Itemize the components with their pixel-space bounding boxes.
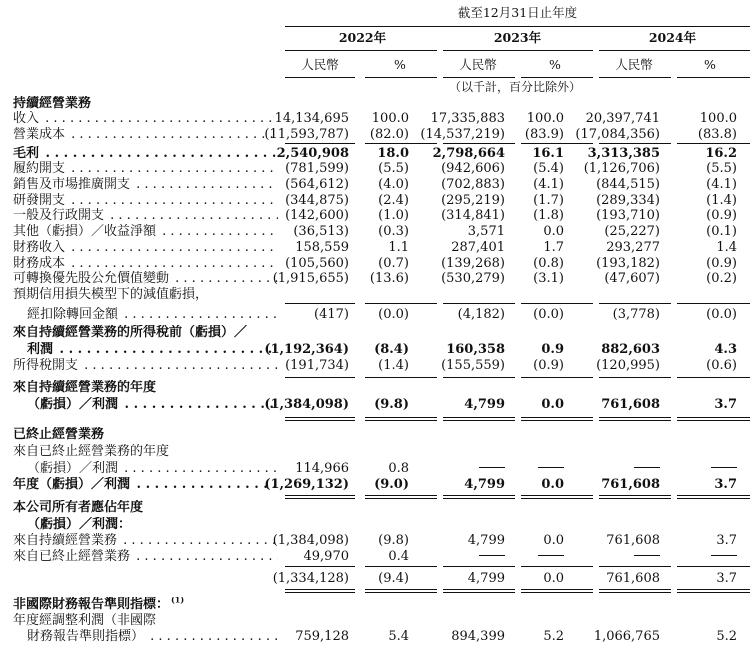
double-rule <box>443 417 515 421</box>
amount-cell: (120,995) <box>596 358 660 373</box>
single-rule <box>285 303 355 304</box>
percent-cell: 16.1 <box>532 146 564 161</box>
amount-cell: (191,734) <box>285 358 349 373</box>
row-label-text: 非國際財務報告準則指標： <box>13 597 170 612</box>
single-rule <box>365 377 437 378</box>
row-label-text: 財務成本 <box>13 256 66 271</box>
amount-cell: 2,798,664 <box>432 146 505 161</box>
single-rule <box>443 143 515 144</box>
dash-mark <box>479 555 505 556</box>
amount-cell: 761,608 <box>606 571 660 586</box>
single-rule <box>285 143 355 144</box>
amount-cell: (1,126,706) <box>583 161 660 176</box>
nil-dash <box>634 461 660 477</box>
dash-mark <box>538 555 564 556</box>
table-row <box>0 427 750 443</box>
percent-cell: (9.8) <box>378 533 409 548</box>
nil-dash <box>479 461 505 477</box>
nil-dash <box>711 549 737 565</box>
amount-cell: (193,182) <box>596 256 660 271</box>
percent-cell: 0.0 <box>543 533 564 548</box>
double-rule <box>521 589 593 593</box>
table-row <box>0 380 750 396</box>
percent-cell: (0.6) <box>706 358 737 373</box>
pct-header-2023: % <box>549 57 561 72</box>
percent-cell: (4.0) <box>378 177 409 192</box>
percent-cell: (1.0) <box>378 208 409 223</box>
percent-cell: 0.0 <box>543 571 564 586</box>
year-rule-2024 <box>599 50 750 51</box>
percent-cell: (1.4) <box>378 358 409 373</box>
amount-cell: 160,358 <box>446 342 505 357</box>
double-rule <box>599 589 671 593</box>
table-row <box>0 307 750 323</box>
row-label <box>13 161 278 177</box>
row-label-text: 已終止經營業務 <box>13 427 105 442</box>
row-label-text: 經扣除轉回金額 <box>27 307 119 322</box>
amount-cell: (4,182) <box>457 307 505 322</box>
row-label-text: （虧損）／利潤： <box>27 517 132 532</box>
percent-cell: (4.1) <box>706 177 737 192</box>
single-rule <box>677 143 750 144</box>
double-rule <box>521 417 593 421</box>
amount-cell: (36,513) <box>293 224 349 239</box>
period-header: 截至12月31日止年度 <box>457 5 578 20</box>
percent-cell: (1.7) <box>533 193 564 208</box>
amount-cell: (14,537,219) <box>420 127 505 142</box>
percent-cell: (0.9) <box>706 208 737 223</box>
unit-note: （以千計，百分比除外） <box>448 80 581 94</box>
col-rule-4 <box>599 77 671 78</box>
percent-cell: (4.1) <box>533 177 564 192</box>
table-row <box>0 177 750 193</box>
amount-cell: (1,384,098) <box>272 533 349 548</box>
amount-cell: 4,799 <box>464 397 505 412</box>
percent-cell: 0.8 <box>388 461 409 476</box>
percent-cell: 3.7 <box>714 477 737 492</box>
percent-cell: 5.4 <box>388 629 409 644</box>
table-row <box>0 325 750 341</box>
row-label <box>13 571 278 587</box>
single-rule <box>443 377 515 378</box>
percent-cell: (3.1) <box>533 271 564 286</box>
percent-cell: (9.4) <box>378 571 409 586</box>
row-label <box>13 358 278 374</box>
percent-cell: (5.4) <box>533 161 564 176</box>
row-label <box>13 96 278 112</box>
percent-cell: (0.0) <box>706 307 737 322</box>
amount-cell: 49,970 <box>303 549 349 564</box>
percent-cell: (0.8) <box>533 256 564 271</box>
percent-cell: (0.9) <box>533 358 564 373</box>
double-rule <box>521 495 593 499</box>
row-label <box>13 613 278 629</box>
amount-cell: (417) <box>314 307 349 322</box>
year-header-2024: 2024年 <box>648 30 697 45</box>
single-rule <box>443 303 515 304</box>
single-rule <box>365 566 437 567</box>
percent-cell: 0.0 <box>543 224 564 239</box>
table-row <box>0 224 750 240</box>
table-row <box>0 444 750 460</box>
single-rule <box>599 566 671 567</box>
row-label <box>13 271 278 287</box>
percent-cell: 5.2 <box>543 629 564 644</box>
percent-cell: (0.3) <box>378 224 409 239</box>
amount-cell: 1,066,765 <box>593 629 660 644</box>
single-rule <box>677 377 750 378</box>
amount-cell: 17,335,883 <box>430 111 505 126</box>
percent-cell: (9.0) <box>374 477 409 492</box>
amount-cell: (1,334,128) <box>272 571 349 586</box>
table-row <box>0 517 750 533</box>
table-row <box>0 96 750 112</box>
year-rule-2023 <box>443 50 593 51</box>
percent-cell: (1.4) <box>706 193 737 208</box>
row-label-text: 本公司所有者應佔年度 <box>13 500 144 515</box>
single-rule <box>365 143 437 144</box>
amount-cell: 4,799 <box>467 533 505 548</box>
amount-cell: (942,606) <box>441 161 505 176</box>
row-label <box>13 500 278 516</box>
row-label <box>27 307 278 323</box>
row-label <box>13 533 278 549</box>
percent-cell: 0.4 <box>388 549 409 564</box>
row-label-text: 來自已終止經營業務的年度 <box>13 444 170 459</box>
percent-cell: (83.8) <box>697 127 737 142</box>
percent-cell: 1.1 <box>388 240 409 255</box>
amount-cell: (1,269,132) <box>264 477 349 492</box>
amount-cell: 20,397,741 <box>585 111 660 126</box>
percent-cell: (83.9) <box>524 127 564 142</box>
row-label-text: 毛利 <box>13 146 40 161</box>
row-label <box>27 461 278 477</box>
percent-cell: (9.8) <box>374 397 409 412</box>
table-row <box>0 500 750 516</box>
row-label <box>13 127 278 143</box>
double-rule <box>677 589 750 593</box>
amount-cell: (47,607) <box>604 271 660 286</box>
row-label-text: 其他（虧損）／收益淨額 <box>13 224 157 239</box>
table-row <box>0 597 750 613</box>
single-rule <box>521 303 593 304</box>
percent-cell: 3.7 <box>716 533 737 548</box>
currency-header-2022: 人民幣 <box>301 57 339 72</box>
table-row <box>0 613 750 629</box>
double-rule <box>677 417 750 421</box>
row-label-text: 利潤 <box>27 342 54 357</box>
row-label <box>27 397 278 413</box>
row-label-text: 所得稅開支 <box>13 358 79 373</box>
table-row <box>0 533 750 549</box>
table-row <box>0 358 750 374</box>
percent-cell: 3.7 <box>714 397 737 412</box>
row-label <box>13 477 278 493</box>
amount-cell: 3,571 <box>467 224 505 239</box>
col-rule-2 <box>443 77 515 78</box>
percent-cell: (8.4) <box>374 342 409 357</box>
dash-mark <box>538 467 564 468</box>
amount-cell: (155,559) <box>441 358 505 373</box>
currency-header-2023: 人民幣 <box>459 57 497 72</box>
row-label <box>13 208 278 224</box>
row-label-text: 銷售及市場推廣開支 <box>13 177 131 192</box>
nil-dash <box>634 549 660 565</box>
row-label-text: 來自持續經營業務的所得稅前（虧損）／ <box>13 325 248 340</box>
table-row <box>0 271 750 287</box>
year-header-2022: 2022年 <box>338 30 387 45</box>
double-rule <box>599 417 671 421</box>
amount-cell: (17,084,356) <box>575 127 660 142</box>
row-label-text: 可轉換優先股公允價值變動 <box>13 271 170 286</box>
table-row <box>0 571 750 587</box>
row-label-text: 來自已終止經營業務 <box>13 549 131 564</box>
row-label <box>13 444 278 460</box>
percent-cell: (2.4) <box>378 193 409 208</box>
row-label <box>13 287 278 303</box>
table-row <box>0 397 750 413</box>
row-label <box>13 325 278 341</box>
row-label-text: 收入 <box>13 111 40 126</box>
pct-header-2024: % <box>704 57 716 72</box>
nil-dash <box>538 461 564 477</box>
row-label-text: 持續經營業務 <box>13 96 92 111</box>
row-label <box>13 177 278 193</box>
percent-cell: 5.2 <box>716 629 737 644</box>
col-rule-1 <box>365 77 437 78</box>
percent-cell: (0.9) <box>706 256 737 271</box>
row-label-text: 年度（虧損）／利潤 <box>13 477 131 492</box>
percent-cell: 1.7 <box>543 240 564 255</box>
single-rule <box>677 303 750 304</box>
amount-cell: (702,883) <box>441 177 505 192</box>
amount-cell: 4,799 <box>467 571 505 586</box>
percent-cell: 0.9 <box>541 342 564 357</box>
header-rule <box>285 26 750 27</box>
row-label-text: 預期信用損失模型下的減值虧損， <box>13 287 209 302</box>
amount-cell: (564,612) <box>285 177 349 192</box>
amount-cell: 761,608 <box>601 477 660 492</box>
row-label-text: 年度經調整利潤（非國際 <box>13 613 157 628</box>
amount-cell: (1,384,098) <box>264 397 349 412</box>
double-rule <box>365 417 437 421</box>
percent-cell: 100.0 <box>371 111 409 126</box>
row-label-text: 研發開支 <box>13 193 66 208</box>
percent-cell: 4.3 <box>714 342 737 357</box>
percent-cell: 100.0 <box>526 111 564 126</box>
amount-cell: 882,603 <box>601 342 660 357</box>
double-rule <box>285 589 355 593</box>
table-row <box>0 629 750 645</box>
percent-cell: 1.4 <box>716 240 737 255</box>
footnote-ref: (1) <box>171 597 185 605</box>
amount-cell: 894,399 <box>451 629 505 644</box>
double-rule <box>365 589 437 593</box>
amount-cell: 761,608 <box>601 397 660 412</box>
double-rule <box>599 495 671 499</box>
amount-cell: (3,778) <box>612 307 660 322</box>
row-label-text: （虧損）／利潤 <box>27 461 119 476</box>
single-rule <box>599 303 671 304</box>
row-label-text: 來自持續經營業務的年度 <box>13 380 157 395</box>
row-label <box>27 342 278 358</box>
currency-header-2024: 人民幣 <box>615 57 653 72</box>
single-rule <box>599 143 671 144</box>
nil-dash <box>479 549 505 565</box>
table-row <box>0 127 750 143</box>
amount-cell: (193,710) <box>596 208 660 223</box>
table-row <box>0 161 750 177</box>
double-rule <box>285 417 355 421</box>
amount-cell: 287,401 <box>451 240 505 255</box>
single-rule <box>521 566 593 567</box>
amount-cell: (1,192,364) <box>264 342 349 357</box>
year-rule-2022 <box>285 50 437 51</box>
row-label <box>13 597 278 613</box>
percent-cell: 16.2 <box>705 146 737 161</box>
table-row <box>0 342 750 358</box>
table-row <box>0 111 750 127</box>
col-rule-3 <box>521 77 593 78</box>
single-rule <box>285 377 355 378</box>
percent-cell: (0.7) <box>378 256 409 271</box>
single-rule <box>285 566 355 567</box>
row-label-text: 財務收入 <box>13 240 66 255</box>
amount-cell: (344,875) <box>285 193 349 208</box>
row-label <box>13 146 278 162</box>
amount-cell: 114,966 <box>295 461 349 476</box>
amount-cell: 3,313,385 <box>587 146 660 161</box>
percent-cell: (0.1) <box>706 224 737 239</box>
table-row <box>0 240 750 256</box>
row-label-text: 財務報告準則指標） <box>27 629 145 644</box>
row-label-text: 來自持續經營業務 <box>13 533 118 548</box>
row-label <box>13 380 278 396</box>
row-label <box>27 517 278 533</box>
dash-mark <box>711 555 737 556</box>
row-label <box>27 629 278 645</box>
amount-cell: (295,219) <box>441 193 505 208</box>
table-row <box>0 477 750 493</box>
amount-cell: 14,134,695 <box>274 111 349 126</box>
amount-cell: (844,515) <box>596 177 660 192</box>
table-row <box>0 461 750 477</box>
percent-cell: (1.8) <box>533 208 564 223</box>
percent-cell: (5.5) <box>378 161 409 176</box>
row-label-text <box>13 571 15 586</box>
table-row <box>0 256 750 272</box>
amount-cell: 2,540,908 <box>276 146 349 161</box>
percent-cell: (82.0) <box>369 127 409 142</box>
percent-cell: (0.0) <box>533 307 564 322</box>
single-rule <box>521 377 593 378</box>
single-rule <box>365 303 437 304</box>
amount-cell: (142,600) <box>285 208 349 223</box>
amount-cell: (25,227) <box>604 224 660 239</box>
pct-header-2022: % <box>394 57 406 72</box>
single-rule <box>521 143 593 144</box>
amount-cell: 761,608 <box>606 533 660 548</box>
amount-cell: (314,841) <box>441 208 505 223</box>
amount-cell: 158,559 <box>295 240 349 255</box>
dash-mark <box>711 467 737 468</box>
percent-cell: 0.0 <box>541 477 564 492</box>
amount-cell: (1,915,655) <box>272 271 349 286</box>
row-label <box>13 111 278 127</box>
amount-cell: (781,599) <box>285 161 349 176</box>
percent-cell: 0.0 <box>541 397 564 412</box>
row-label <box>13 193 278 209</box>
amount-cell: (11,593,787) <box>264 127 349 142</box>
amount-cell: (530,279) <box>441 271 505 286</box>
amount-cell: (105,560) <box>285 256 349 271</box>
row-label <box>13 427 278 443</box>
row-label <box>13 240 278 256</box>
percent-cell: 18.0 <box>377 146 409 161</box>
double-rule <box>365 495 437 499</box>
amount-cell: 293,277 <box>606 240 660 255</box>
row-label <box>13 549 278 565</box>
row-label-text: （虧損）／利潤 <box>27 397 119 412</box>
single-rule <box>677 566 750 567</box>
percent-cell: 100.0 <box>699 111 737 126</box>
table-row <box>0 549 750 565</box>
col-rule-5 <box>677 77 750 78</box>
table-row <box>0 193 750 209</box>
row-label-text: 履約開支 <box>13 161 66 176</box>
dash-mark <box>479 467 505 468</box>
amount-cell: 4,799 <box>464 477 505 492</box>
percent-cell: (13.6) <box>369 271 409 286</box>
row-label-text: 營業成本 <box>13 127 66 142</box>
nil-dash <box>538 549 564 565</box>
dash-mark <box>634 467 660 468</box>
year-header-2023: 2023年 <box>493 30 542 45</box>
percent-cell: 3.7 <box>716 571 737 586</box>
table-row <box>0 146 750 162</box>
row-label <box>13 256 278 272</box>
col-rule-0 <box>285 77 355 78</box>
percent-cell: (0.0) <box>378 307 409 322</box>
nil-dash <box>711 461 737 477</box>
row-label-text: 一般及行政開支 <box>13 208 105 223</box>
percent-cell: (0.2) <box>706 271 737 286</box>
amount-cell: (139,268) <box>441 256 505 271</box>
table-row <box>0 208 750 224</box>
double-rule <box>443 589 515 593</box>
amount-cell: 759,128 <box>295 629 349 644</box>
dash-mark <box>634 555 660 556</box>
single-rule <box>443 566 515 567</box>
double-rule <box>443 495 515 499</box>
table-row <box>0 287 750 303</box>
amount-cell: (289,334) <box>596 193 660 208</box>
double-rule <box>285 495 355 499</box>
percent-cell: (5.5) <box>706 161 737 176</box>
row-label <box>13 224 278 240</box>
single-rule <box>599 377 671 378</box>
double-rule <box>677 495 750 499</box>
